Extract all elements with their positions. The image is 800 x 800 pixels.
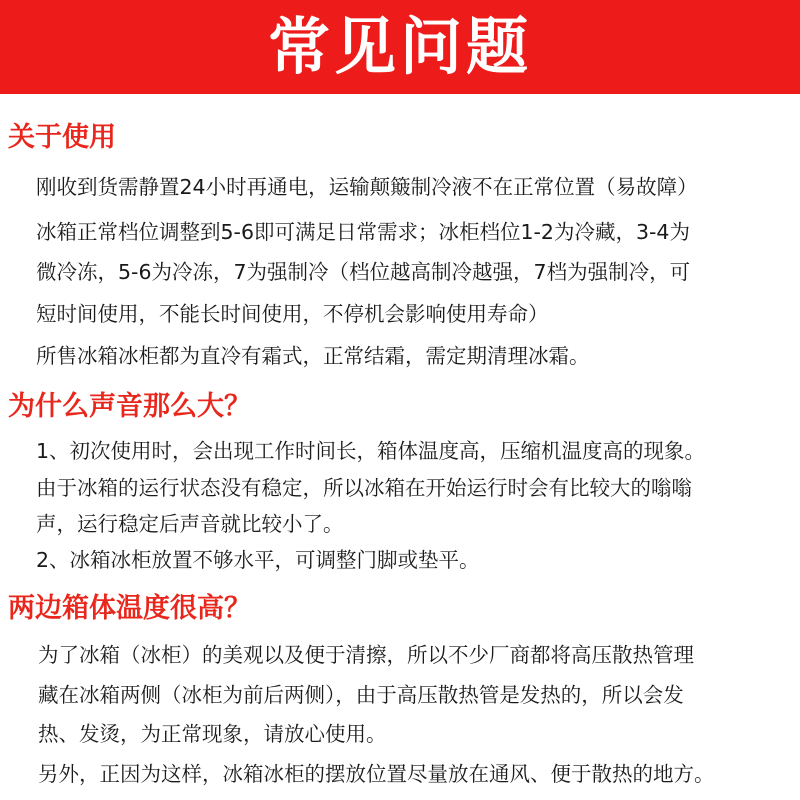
text-line: 所售冰箱冰柜都为直冷有霜式，正常结霜，需定期清理冰霜。: [36, 344, 590, 368]
text-line: 微冷冻，5-6为冷冻，7为强制冷（档位越高制冷越强，7档为强制冷，可: [36, 260, 691, 284]
text-line: 刚收到货需静置24小时再通电，运输颠簸制冷液不在正常位置（易故障）: [36, 175, 698, 199]
section-heading-temperature: 两边箱体温度很高？: [8, 593, 251, 624]
text-line: 短时间使用，不能长时间使用，不停机会影响使用寿命）: [36, 302, 549, 326]
section-heading-usage: 关于使用: [8, 122, 116, 153]
section-heading-noise: 为什么声音那么大？: [8, 391, 251, 422]
title-banner: [0, 0, 800, 94]
temperature-paragraph-2: [38, 764, 800, 784]
noise-paragraph: [36, 441, 798, 570]
text-line: 由于冰箱的运行状态没有稳定，所以冰箱在开始运行时会有比较大的嗡嗡: [36, 476, 692, 500]
text-line: 2、冰箱冰柜放置不够水平，可调整门脚或垫平。: [36, 548, 480, 572]
text-line: 热、发烫，为正常现象，请放心使用。: [38, 722, 387, 746]
text-line: 为了冰箱（冰柜）的美观以及便于清擦，所以不少厂商都将高压散热管理: [38, 643, 694, 667]
text-line: 藏在冰箱两侧（冰柜为前后两侧），由于高压散热管是发热的，所以会发: [38, 683, 684, 707]
usage-paragraph-2: [36, 222, 798, 324]
text-line: 声，运行稳定后声音就比较小了。: [36, 512, 344, 536]
usage-paragraph-1: [36, 177, 798, 197]
text-line: 另外，正因为这样，冰箱冰柜的摆放位置尽量放在通风、便于散热的地方。: [38, 762, 715, 786]
page-title: 常见问题: [267, 10, 532, 83]
text-line: 冰箱正常档位调整到5-6即可满足日常需求；冰柜档位1-2为冷藏，3-4为: [36, 220, 690, 244]
usage-paragraph-3: [36, 346, 798, 366]
temperature-paragraph-1: [38, 645, 800, 744]
text-line: 1、初次使用时，会出现工作时间长，箱体温度高，压缩机温度高的现象。: [36, 439, 706, 463]
